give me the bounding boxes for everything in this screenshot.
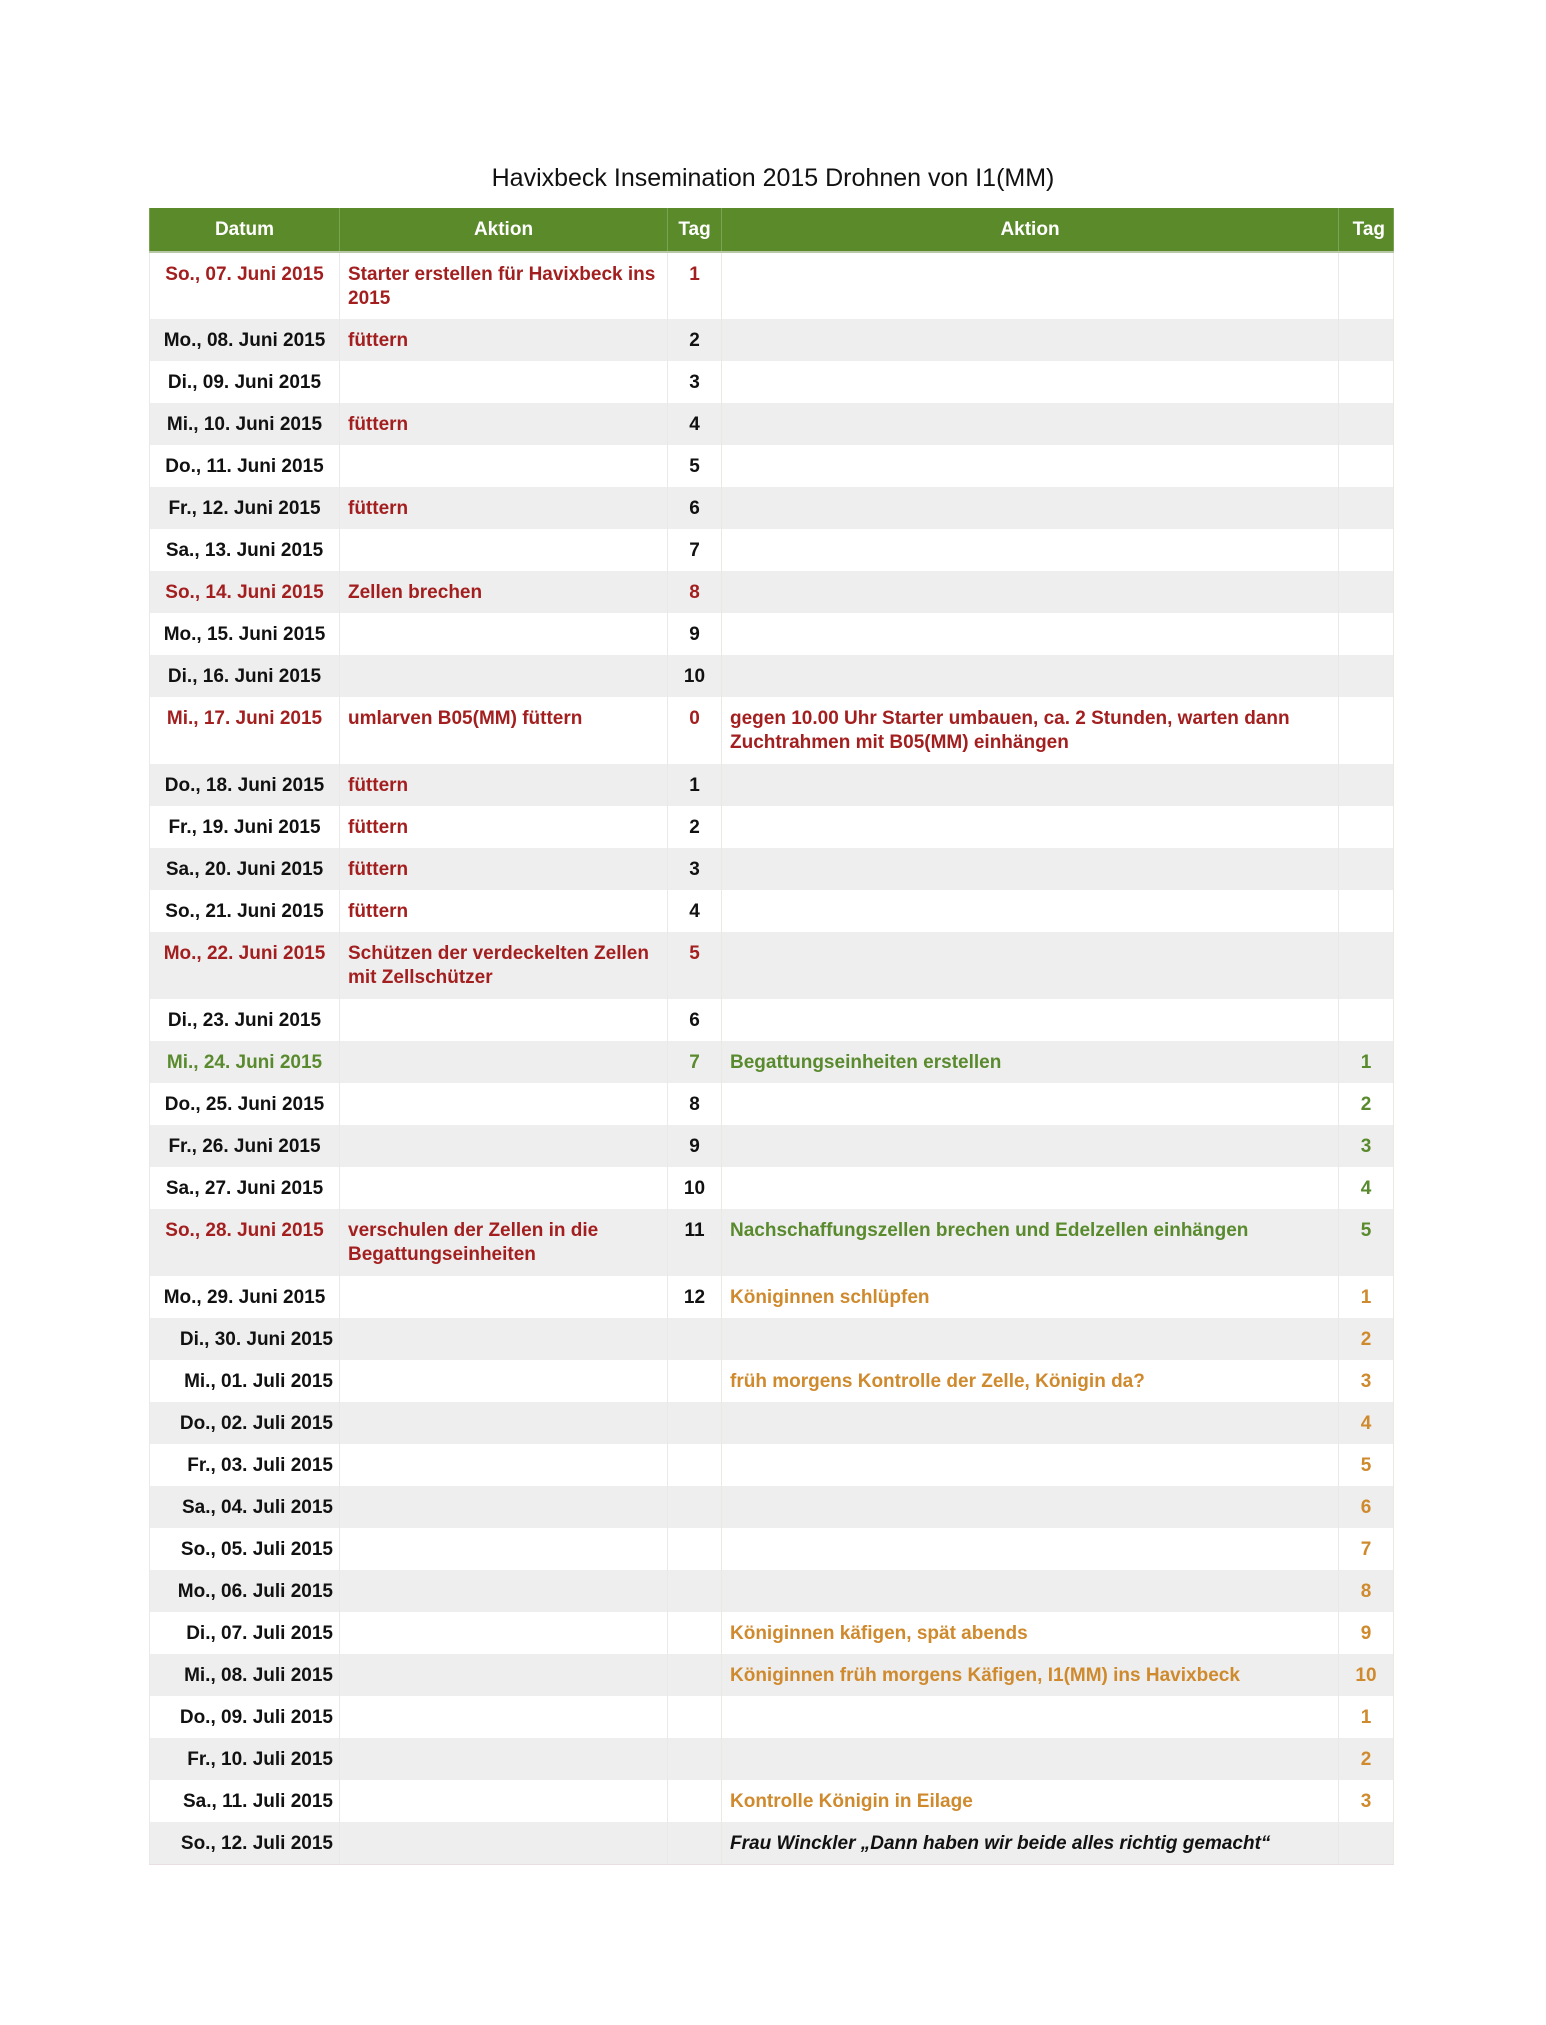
cell-aktion-2 [722,403,1339,445]
table-row [150,1822,1394,1864]
cell-tag-2 [1339,571,1394,613]
table-row [150,764,1394,806]
cell-tag-1: 8 [668,571,722,613]
cell-tag-1: 7 [668,529,722,571]
cell-aktion-1: Zellen brechen [340,571,668,613]
cell-tag-1 [668,1738,722,1780]
table-row [150,1486,1394,1528]
cell-aktion-2 [722,890,1339,932]
cell-datum: Mi., 01. Juli 2015 [150,1360,340,1402]
cell-aktion-2 [722,1444,1339,1486]
cell-datum: So., 05. Juli 2015 [150,1528,340,1570]
cell-tag-1 [668,1822,722,1864]
cell-datum: So., 21. Juni 2015 [150,890,340,932]
cell-datum: Di., 07. Juli 2015 [150,1612,340,1654]
cell-datum: Sa., 04. Juli 2015 [150,1486,340,1528]
table-row [150,932,1394,999]
cell-datum: Sa., 13. Juni 2015 [150,529,340,571]
cell-aktion-2 [722,1083,1339,1125]
cell-datum: Mi., 08. Juli 2015 [150,1654,340,1696]
cell-tag-2 [1339,1822,1394,1864]
cell-aktion-1 [340,1041,668,1083]
cell-datum: Mi., 24. Juni 2015 [150,1041,340,1083]
cell-tag-2 [1339,529,1394,571]
cell-aktion-2 [722,1167,1339,1209]
cell-aktion-2: Frau Winckler „Dann haben wir beide alles richtig gemacht“ [722,1822,1339,1864]
cell-tag-1: 12 [668,1276,722,1318]
cell-aktion-2 [722,1402,1339,1444]
cell-tag-1: 6 [668,999,722,1041]
cell-aktion-1 [340,1444,668,1486]
cell-tag-1: 3 [668,361,722,403]
cell-tag-1: 4 [668,890,722,932]
cell-datum: Mi., 17. Juni 2015 [150,697,340,764]
cell-datum: So., 07. Juni 2015 [150,252,340,319]
cell-aktion-2 [722,848,1339,890]
table-row [150,697,1394,764]
cell-datum: So., 28. Juni 2015 [150,1209,340,1276]
table-row [150,999,1394,1041]
cell-tag-2: 3 [1339,1780,1394,1822]
cell-tag-1: 8 [668,1083,722,1125]
cell-datum: So., 12. Juli 2015 [150,1822,340,1864]
cell-tag-1 [668,1318,722,1360]
cell-tag-2 [1339,848,1394,890]
cell-aktion-2: Begattungseinheiten erstellen [722,1041,1339,1083]
cell-datum: Do., 11. Juni 2015 [150,445,340,487]
cell-aktion-1 [340,1570,668,1612]
cell-datum: Mi., 10. Juni 2015 [150,403,340,445]
cell-datum: Fr., 26. Juni 2015 [150,1125,340,1167]
cell-tag-2 [1339,806,1394,848]
cell-tag-2: 8 [1339,1570,1394,1612]
table-row [150,1360,1394,1402]
table-row [150,1654,1394,1696]
cell-datum: Di., 30. Juni 2015 [150,1318,340,1360]
cell-aktion-2 [722,1486,1339,1528]
cell-tag-1: 9 [668,613,722,655]
cell-tag-2: 10 [1339,1654,1394,1696]
table-row [150,487,1394,529]
table-row [150,1570,1394,1612]
cell-aktion-2 [722,252,1339,319]
cell-tag-1 [668,1780,722,1822]
cell-aktion-1 [340,1486,668,1528]
cell-aktion-2: Königinnen schlüpfen [722,1276,1339,1318]
cell-aktion-2: Kontrolle Königin in Eilage [722,1780,1339,1822]
schedule-body [150,252,1394,1864]
table-row [150,1402,1394,1444]
cell-aktion-1 [340,1360,668,1402]
cell-aktion-1: füttern [340,848,668,890]
cell-aktion-1: füttern [340,487,668,529]
header-row [150,208,1394,252]
cell-tag-2: 9 [1339,1612,1394,1654]
schedule-table [149,208,1394,1865]
cell-tag-1 [668,1570,722,1612]
cell-tag-2 [1339,999,1394,1041]
table-row [150,403,1394,445]
cell-tag-2 [1339,403,1394,445]
cell-aktion-2 [722,361,1339,403]
cell-tag-2 [1339,487,1394,529]
cell-aktion-2 [722,1528,1339,1570]
cell-datum: Do., 09. Juli 2015 [150,1696,340,1738]
cell-tag-2: 2 [1339,1318,1394,1360]
table-row [150,890,1394,932]
cell-aktion-1 [340,1528,668,1570]
cell-aktion-2 [722,932,1339,999]
cell-tag-1: 2 [668,319,722,361]
cell-tag-1 [668,1360,722,1402]
cell-tag-1 [668,1696,722,1738]
cell-tag-1 [668,1402,722,1444]
cell-tag-1: 11 [668,1209,722,1276]
cell-datum: Fr., 03. Juli 2015 [150,1444,340,1486]
cell-tag-2 [1339,613,1394,655]
cell-aktion-2: Königinnen früh morgens Käfigen, I1(MM) ins Havixbeck [722,1654,1339,1696]
cell-tag-1: 5 [668,932,722,999]
cell-tag-1 [668,1486,722,1528]
cell-datum: Do., 25. Juni 2015 [150,1083,340,1125]
cell-aktion-2 [722,764,1339,806]
cell-aktion-1: füttern [340,403,668,445]
cell-aktion-2 [722,806,1339,848]
table-row [150,1444,1394,1486]
cell-tag-2: 5 [1339,1444,1394,1486]
cell-tag-2: 4 [1339,1402,1394,1444]
cell-aktion-2 [722,1696,1339,1738]
cell-tag-1 [668,1654,722,1696]
table-row [150,613,1394,655]
cell-tag-1: 3 [668,848,722,890]
table-row [150,1276,1394,1318]
cell-tag-1: 7 [668,1041,722,1083]
cell-aktion-1 [340,1276,668,1318]
cell-aktion-1 [340,1402,668,1444]
cell-aktion-2 [722,487,1339,529]
cell-aktion-2: gegen 10.00 Uhr Starter umbauen, ca. 2 Stunden, warten dann Zuchtrahmen mit B05(MM) einhängen [722,697,1339,764]
cell-tag-2: 2 [1339,1738,1394,1780]
document-title: Havixbeck Insemination 2015 Drohnen von I1(MM) [491,164,1055,192]
cell-aktion-1 [340,1318,668,1360]
table-row [150,1041,1394,1083]
table-row [150,806,1394,848]
cell-tag-2: 7 [1339,1528,1394,1570]
header-datum: Datum [150,208,340,252]
table-row [150,529,1394,571]
cell-datum: Do., 18. Juni 2015 [150,764,340,806]
cell-tag-2: 3 [1339,1125,1394,1167]
cell-tag-2: 1 [1339,1276,1394,1318]
table-row [150,1528,1394,1570]
table-row [150,655,1394,697]
cell-tag-1: 0 [668,697,722,764]
table-row [150,1318,1394,1360]
cell-aktion-1 [340,1167,668,1209]
cell-aktion-1: umlarven B05(MM) füttern [340,697,668,764]
table-row [150,1738,1394,1780]
table-row [150,1209,1394,1276]
table-row [150,571,1394,613]
cell-aktion-2: früh morgens Kontrolle der Zelle, Königin da? [722,1360,1339,1402]
cell-aktion-2 [722,613,1339,655]
cell-aktion-1 [340,1822,668,1864]
cell-aktion-2: Königinnen käfigen, spät abends [722,1612,1339,1654]
cell-aktion-1: Starter erstellen für Havixbeck ins 2015 [340,252,668,319]
cell-aktion-1: füttern [340,764,668,806]
cell-tag-2: 5 [1339,1209,1394,1276]
cell-aktion-1: verschulen der Zellen in die Begattungseinheiten [340,1209,668,1276]
cell-aktion-1: Schützen der verdeckelten Zellen mit Zellschützer [340,932,668,999]
cell-datum: Di., 09. Juni 2015 [150,361,340,403]
cell-datum: Di., 16. Juni 2015 [150,655,340,697]
cell-datum: So., 14. Juni 2015 [150,571,340,613]
table-row [150,1125,1394,1167]
cell-datum: Sa., 27. Juni 2015 [150,1167,340,1209]
cell-datum: Fr., 10. Juli 2015 [150,1738,340,1780]
cell-aktion-2 [722,1738,1339,1780]
cell-tag-2: 3 [1339,1360,1394,1402]
cell-aktion-2 [722,655,1339,697]
table-row [150,1612,1394,1654]
cell-datum: Mo., 06. Juli 2015 [150,1570,340,1612]
cell-datum: Mo., 08. Juni 2015 [150,319,340,361]
cell-aktion-1 [340,1083,668,1125]
cell-tag-2: 6 [1339,1486,1394,1528]
cell-aktion-2 [722,1570,1339,1612]
cell-tag-1: 1 [668,252,722,319]
cell-aktion-1 [340,655,668,697]
cell-aktion-1 [340,1612,668,1654]
cell-tag-1 [668,1528,722,1570]
table-row [150,848,1394,890]
cell-aktion-1 [340,613,668,655]
table-row [150,252,1394,319]
cell-datum: Do., 02. Juli 2015 [150,1402,340,1444]
table-row [150,1696,1394,1738]
header-tag-2: Tag [1339,208,1394,252]
cell-datum: Sa., 20. Juni 2015 [150,848,340,890]
cell-tag-1: 5 [668,445,722,487]
cell-tag-2 [1339,697,1394,764]
cell-datum: Sa., 11. Juli 2015 [150,1780,340,1822]
table-row [150,319,1394,361]
cell-tag-2: 2 [1339,1083,1394,1125]
header-aktion-1: Aktion [340,208,668,252]
cell-tag-1 [668,1612,722,1654]
cell-tag-2 [1339,319,1394,361]
table-row [150,1780,1394,1822]
cell-aktion-2 [722,571,1339,613]
cell-datum: Fr., 19. Juni 2015 [150,806,340,848]
cell-tag-2: 4 [1339,1167,1394,1209]
table-row [150,361,1394,403]
cell-aktion-1 [340,361,668,403]
cell-datum: Fr., 12. Juni 2015 [150,487,340,529]
cell-tag-2 [1339,890,1394,932]
cell-aktion-1 [340,529,668,571]
cell-datum: Di., 23. Juni 2015 [150,999,340,1041]
cell-aktion-1 [340,1696,668,1738]
cell-tag-2 [1339,932,1394,999]
cell-aktion-2 [722,319,1339,361]
table-row [150,445,1394,487]
cell-tag-2 [1339,252,1394,319]
cell-tag-1: 2 [668,806,722,848]
cell-aktion-1 [340,1654,668,1696]
table-row [150,1167,1394,1209]
cell-tag-1: 10 [668,1167,722,1209]
cell-aktion-1 [340,445,668,487]
cell-tag-2 [1339,655,1394,697]
cell-aktion-2 [722,1125,1339,1167]
cell-tag-2: 1 [1339,1696,1394,1738]
cell-aktion-2: Nachschaffungszellen brechen und Edelzellen einhängen [722,1209,1339,1276]
cell-tag-1: 10 [668,655,722,697]
cell-tag-1: 4 [668,403,722,445]
cell-datum: Mo., 22. Juni 2015 [150,932,340,999]
cell-tag-1: 9 [668,1125,722,1167]
cell-tag-1: 6 [668,487,722,529]
cell-tag-2 [1339,764,1394,806]
cell-aktion-1 [340,999,668,1041]
cell-aktion-1: füttern [340,890,668,932]
cell-aktion-2 [722,529,1339,571]
cell-aktion-2 [722,445,1339,487]
cell-datum: Mo., 29. Juni 2015 [150,1276,340,1318]
cell-aktion-1 [340,1738,668,1780]
header-tag-1: Tag [668,208,722,252]
cell-tag-1 [668,1444,722,1486]
header-aktion-2: Aktion [722,208,1339,252]
cell-aktion-1: füttern [340,319,668,361]
cell-datum: Mo., 15. Juni 2015 [150,613,340,655]
cell-aktion-2 [722,1318,1339,1360]
cell-aktion-1: füttern [340,806,668,848]
cell-aktion-1 [340,1780,668,1822]
cell-aktion-2 [722,999,1339,1041]
cell-aktion-1 [340,1125,668,1167]
table-row [150,1083,1394,1125]
cell-tag-2 [1339,361,1394,403]
cell-tag-1: 1 [668,764,722,806]
cell-tag-2 [1339,445,1394,487]
cell-tag-2: 1 [1339,1041,1394,1083]
